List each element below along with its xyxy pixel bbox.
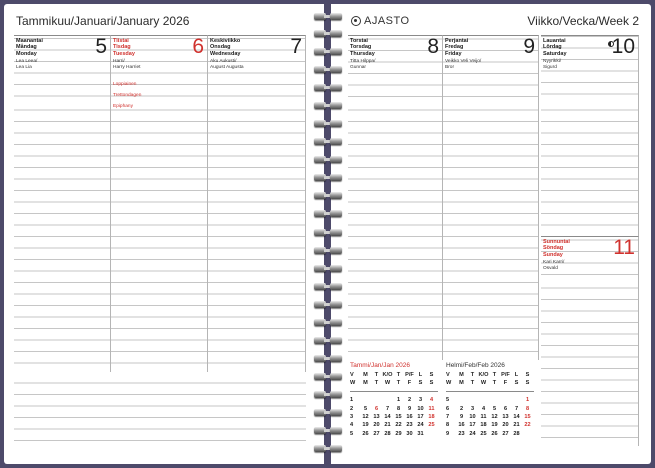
mini-date-cell: 25 [480, 430, 487, 437]
holiday-sv: Trettondagen [113, 93, 142, 98]
mini-date-cell: 14 [513, 413, 520, 420]
mini-date-cell: 15 [395, 413, 402, 420]
mini-date-cell: 28 [513, 430, 520, 437]
day-number-thursday: 8 [427, 35, 439, 58]
mini-date-cell: 13 [373, 413, 380, 420]
spiral-binding [312, 4, 344, 464]
spiral-ring-link [324, 50, 332, 53]
mini-date-cell: 6 [503, 405, 508, 412]
mini-header-cell: T [396, 372, 401, 378]
day-column-saturday[interactable] [541, 35, 639, 236]
mini-header-cell: M [363, 380, 368, 387]
mini-date-cell: 18 [428, 413, 435, 420]
mini-header-cell: T [492, 372, 497, 378]
mini-header-cell: F [503, 380, 508, 387]
notes-lines[interactable] [14, 372, 306, 446]
spiral-ring [314, 336, 342, 345]
mini-date-cell: 30 [406, 430, 413, 437]
spiral-ring-link [324, 32, 332, 35]
mini-header-cell: L [514, 372, 519, 378]
mini-date-cell: 19 [491, 422, 498, 429]
mini-header-cell: S [514, 380, 519, 387]
mini-date-cell: 5 [363, 405, 368, 412]
mini-date-cell: 27 [373, 430, 380, 437]
spiral-ring [314, 300, 342, 309]
mini-header-cell: T [470, 380, 475, 387]
brand-logo: AJASTO [351, 15, 410, 27]
spiral-ring-link [324, 194, 332, 197]
mini-date-cell: 28 [384, 430, 391, 437]
name-days-sunday: Kari Karri/ Osvald [543, 260, 565, 271]
mini-date-cell: 12 [362, 413, 369, 420]
day-names-saturday: Lauantai Lördag Saturday [543, 38, 567, 57]
spiral-ring [314, 137, 342, 146]
mini-header-cell: P/F [405, 372, 414, 378]
mini-date-cell [382, 396, 393, 404]
mini-header-cell: S [525, 372, 530, 378]
mini-date-cell: 16 [458, 422, 465, 429]
day-column-tuesday[interactable] [111, 35, 208, 372]
spiral-ring [314, 372, 342, 381]
spiral-ring [314, 408, 342, 417]
mini-week-number: 4 [350, 422, 354, 429]
day-names-tuesday: Tiistai Tisdag Tuesday [113, 38, 135, 57]
mini-header-cell: K/O [382, 372, 393, 378]
mini-calendar-feb-title: Helmi/Feb/Feb 2026 [446, 362, 505, 369]
mini-date-cell: 29 [395, 430, 402, 437]
left-page [4, 4, 324, 464]
spiral-ring-link [324, 429, 332, 432]
spiral-ring [314, 119, 342, 128]
name-days-wednesday: Aku Aukusti/ August Augusta [210, 59, 244, 70]
day-column-sunday[interactable] [541, 236, 639, 446]
name-days-monday: Lea Leea/ Lea Lia [16, 59, 38, 70]
day-column-thursday[interactable] [348, 35, 443, 360]
day-column-friday[interactable] [443, 35, 539, 360]
mini-date-cell [511, 396, 522, 404]
mini-header-cell: P/F [501, 372, 510, 378]
spiral-ring [314, 12, 342, 21]
mini-header-cell: S [429, 380, 434, 387]
mini-date-cell: 12 [491, 413, 498, 420]
mini-date-cell: 22 [524, 422, 531, 429]
mini-date-cell [489, 396, 500, 404]
mini-date-cell: 26 [362, 430, 369, 437]
spiral-ring [314, 390, 342, 399]
mini-date-cell [478, 396, 489, 404]
mini-date-cell [360, 396, 371, 404]
mini-date-cell: 25 [428, 422, 435, 429]
spiral-ring-link [324, 339, 332, 342]
mini-header-cell: F [407, 380, 412, 387]
mini-header-cell: S [418, 380, 423, 387]
mini-week-number: 6 [446, 405, 450, 412]
day-column-monday[interactable] [14, 35, 111, 372]
spiral-ring-link [324, 321, 332, 324]
mini-header-cell: V [350, 372, 354, 378]
mini-date-cell: 23 [406, 422, 413, 429]
mini-date-cell [371, 396, 382, 404]
mini-header-cell: T [492, 380, 497, 387]
spiral-ring-link [324, 86, 332, 89]
mini-header-cell: W [350, 380, 356, 387]
spiral-ring-link [324, 104, 332, 107]
mini-week-number: 2 [350, 405, 354, 412]
mini-header-cell: T [374, 372, 379, 378]
spiral-ring [314, 264, 342, 273]
mini-date-cell: 1 [396, 397, 401, 404]
mini-date-cell: 3 [470, 405, 475, 412]
mini-date-cell: 10 [469, 413, 476, 420]
mini-date-cell: 11 [428, 405, 435, 412]
mini-date-cell: 20 [373, 422, 380, 429]
mini-date-cell: 19 [362, 422, 369, 429]
mini-header-cell: V [446, 372, 450, 378]
spiral-ring [314, 426, 342, 435]
spiral-ring-link [324, 411, 332, 414]
spiral-ring-link [324, 212, 332, 215]
holiday-fi: Loppiainen [113, 82, 137, 87]
mini-header-cell: T [470, 372, 475, 378]
mini-date-cell: 3 [418, 397, 423, 404]
spiral-ring [314, 29, 342, 38]
mini-header-cell: S [429, 372, 434, 378]
mini-header-cell: K/O [478, 372, 489, 378]
spiral-ring [314, 246, 342, 255]
spiral-ring-link [324, 267, 332, 270]
ajasto-logo-icon [351, 16, 361, 26]
mini-date-cell: 17 [469, 422, 476, 429]
spiral-ring-link [324, 158, 332, 161]
name-days-thursday: Titta Hilppa/ Gunnar [350, 59, 376, 70]
mini-date-cell: 23 [458, 430, 465, 437]
spiral-ring [314, 282, 342, 291]
day-names-thursday: Torstai Torsdag Thursday [350, 38, 375, 57]
mini-date-cell: 4 [481, 405, 486, 412]
spiral-ring [314, 209, 342, 218]
mini-date-cell: 7 [385, 405, 390, 412]
mini-week-number: 1 [350, 397, 354, 404]
mini-header-cell: W [384, 380, 391, 387]
mini-week-number: 5 [350, 430, 354, 437]
name-days-saturday: Nyyrikki/ Sigurd [543, 59, 562, 70]
mini-divider [446, 391, 534, 392]
mini-date-cell: 16 [406, 413, 413, 420]
mini-date-cell: 13 [502, 413, 509, 420]
mini-week-number: 3 [350, 413, 354, 420]
mini-date-cell [456, 396, 467, 404]
right-page [331, 4, 651, 464]
mini-date-cell: 4 [429, 397, 434, 404]
spiral-ring [314, 47, 342, 56]
spiral-ring [314, 83, 342, 92]
mini-date-cell: 5 [492, 405, 497, 412]
mini-date-cell: 21 [384, 422, 391, 429]
mini-header-cell: T [374, 380, 379, 387]
day-number-friday: 9 [523, 35, 535, 58]
day-number-sunday: 11 [613, 236, 635, 259]
mini-date-cell [500, 396, 511, 404]
spiral-ring-link [324, 68, 332, 71]
spiral-ring [314, 444, 342, 453]
mini-date-cell: 6 [374, 405, 379, 412]
spiral-ring-link [324, 249, 332, 252]
spiral-ring-link [324, 357, 332, 360]
day-number-saturday: 10 [611, 35, 635, 58]
mini-week-number: 9 [446, 430, 450, 437]
mini-date-cell: 9 [459, 413, 464, 420]
spiral-ring-link [324, 447, 332, 450]
mini-date-cell [426, 430, 437, 438]
spiral-ring-link [324, 375, 332, 378]
mini-calendar-jan-title: Tammi/Jan/Jan 2026 [350, 362, 410, 369]
spiral-ring-link [324, 15, 332, 18]
mini-date-cell: 8 [525, 405, 530, 412]
mini-date-cell: 2 [407, 397, 412, 404]
spiral-ring [314, 354, 342, 363]
mini-date-cell: 8 [396, 405, 401, 412]
mini-date-cell [467, 396, 478, 404]
mini-date-cell: 26 [491, 430, 498, 437]
spiral-ring-link [324, 303, 332, 306]
mini-date-cell: 10 [417, 405, 424, 412]
mini-header-cell: S [525, 380, 530, 387]
spiral-ring-link [324, 176, 332, 179]
mini-header-cell: L [418, 372, 423, 378]
spiral-ring [314, 155, 342, 164]
spiral-ring-link [324, 140, 332, 143]
mini-date-cell: 31 [417, 430, 424, 437]
mini-header-cell: W [446, 380, 452, 387]
month-title: Tammikuu/Januari/January 2026 [16, 14, 190, 28]
mini-date-cell [522, 430, 533, 438]
day-names-wednesday: Keskiviikko Onsdag Wednesday [210, 38, 241, 57]
day-number-tuesday: 6 [192, 35, 204, 58]
spiral-ring [314, 101, 342, 110]
mini-date-cell: 17 [417, 413, 424, 420]
mini-header-cell: M [459, 372, 464, 378]
mini-date-cell: 2 [459, 405, 464, 412]
day-number-wednesday: 7 [290, 35, 302, 58]
mini-header-cell: M [363, 372, 368, 378]
mini-date-cell: 15 [524, 413, 531, 420]
mini-date-cell: 21 [513, 422, 520, 429]
spiral-ring [314, 173, 342, 182]
holiday-en: Epiphany [113, 104, 134, 109]
mini-header-cell: W [480, 380, 487, 387]
mini-calendar-feb [446, 371, 533, 438]
spiral-ring [314, 65, 342, 74]
mini-date-cell: 20 [502, 422, 509, 429]
spiral-ring-link [324, 393, 332, 396]
spiral-ring [314, 228, 342, 237]
mini-week-number: 7 [446, 413, 450, 420]
week-title: Viikko/Vecka/Week 2 [527, 14, 639, 28]
name-days-friday: Veikko Veli Veijo/ Bror [445, 59, 482, 70]
mini-divider [350, 391, 438, 392]
mini-date-cell: 24 [469, 430, 476, 437]
mini-date-cell: 9 [407, 405, 412, 412]
day-number-monday: 5 [95, 35, 107, 58]
day-column-wednesday[interactable] [208, 35, 306, 372]
day-names-monday: Maanantai Måndag Monday [16, 38, 43, 57]
mini-date-cell: 1 [525, 397, 530, 404]
mini-date-cell: 27 [502, 430, 509, 437]
mini-week-number: 5 [446, 397, 450, 404]
day-names-friday: Perjantai Fredag Friday [445, 38, 469, 57]
name-days-tuesday: Harri/ Harry Harriet [113, 59, 141, 70]
mini-date-cell: 22 [395, 422, 402, 429]
day-names-sunday: Sunnuntai Söndag Sunday [543, 239, 570, 258]
mini-date-cell: 24 [417, 422, 424, 429]
mini-date-cell: 18 [480, 422, 487, 429]
mini-date-cell: 14 [384, 413, 391, 420]
spiral-ring-link [324, 285, 332, 288]
mini-calendar-jan [350, 371, 437, 438]
spiral-ring [314, 318, 342, 327]
mini-header-cell: M [459, 380, 464, 387]
spiral-ring-link [324, 122, 332, 125]
mini-week-number: 8 [446, 422, 450, 429]
spiral-ring-link [324, 231, 332, 234]
mini-date-cell: 7 [514, 405, 519, 412]
spiral-ring [314, 191, 342, 200]
mini-header-cell: T [396, 380, 401, 387]
mini-date-cell: 11 [480, 413, 487, 420]
